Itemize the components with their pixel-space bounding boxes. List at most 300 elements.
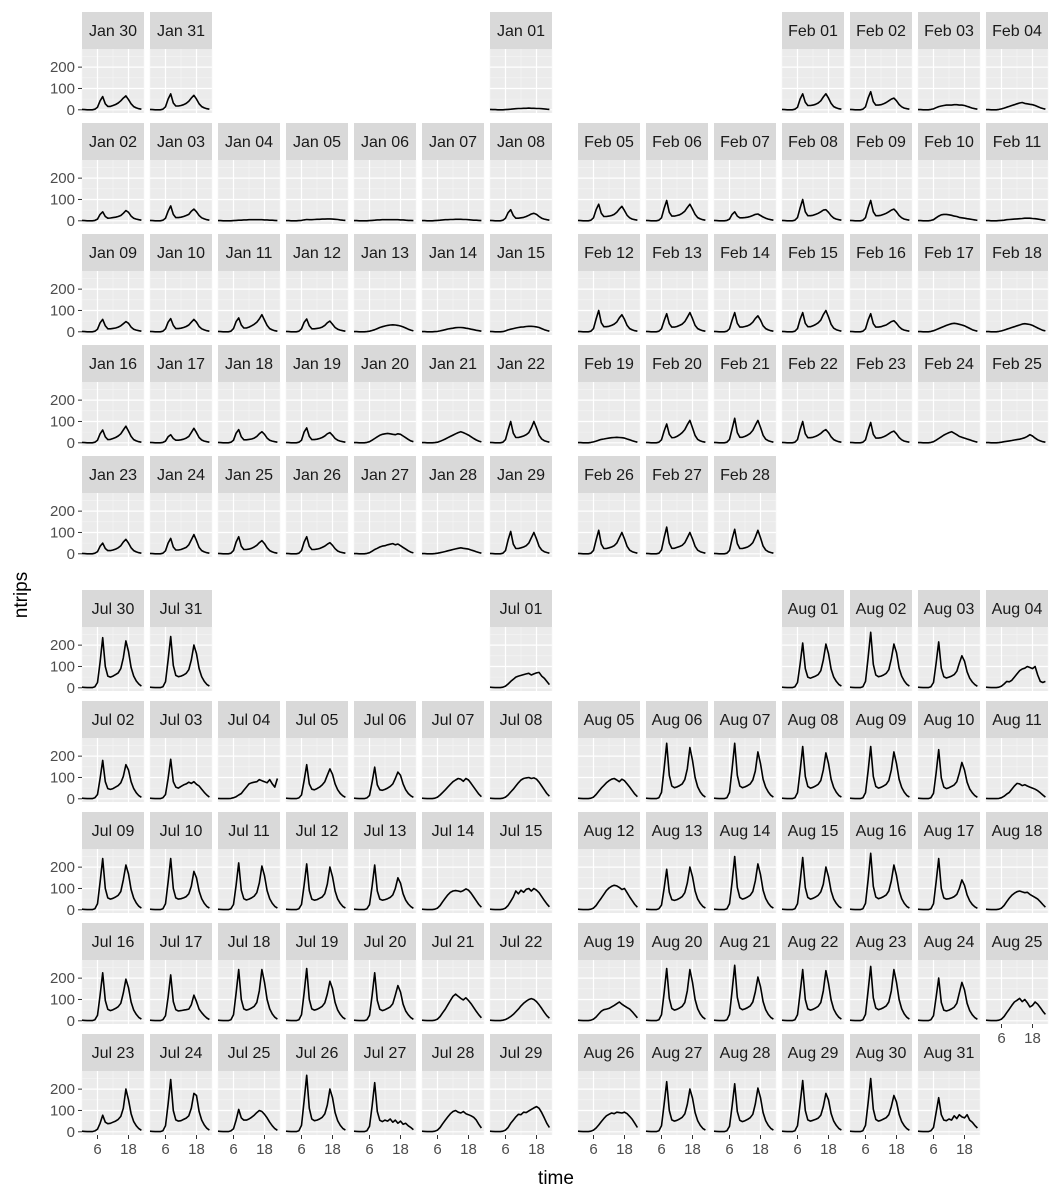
y-tick-label: 200 — [49, 59, 75, 77]
strip-label: Feb 20 — [652, 356, 702, 373]
strip-label: Jul 12 — [295, 823, 339, 840]
facet-panel-jul-08 — [490, 701, 552, 802]
strip-label: Jul 02 — [91, 712, 135, 729]
strip-label: Jan 27 — [360, 467, 410, 484]
strip-label: Jul 08 — [499, 712, 543, 729]
facet-panel-aug-22 — [782, 923, 844, 1024]
facet-panel-aug-16 — [850, 812, 912, 913]
x-tick-label: 6 — [229, 1141, 238, 1158]
x-tick-label: 18 — [616, 1141, 633, 1158]
y-tick-label: 100 — [49, 1102, 75, 1120]
facet-panel-jul-07 — [422, 701, 484, 802]
facet-panel-feb-21 — [714, 345, 776, 446]
strip-label: Jan 16 — [88, 356, 138, 373]
strip-label: Aug 08 — [787, 712, 839, 729]
strip-label: Jul 29 — [499, 1045, 543, 1062]
facet-panel-feb-08 — [782, 123, 844, 224]
facet-panel-feb-23 — [850, 345, 912, 446]
x-tick-label: 18 — [392, 1141, 409, 1158]
strip-label: Jan 30 — [88, 23, 138, 40]
facet-panel-aug-15 — [782, 812, 844, 913]
y-tick-label: 100 — [49, 80, 75, 98]
strip-label: Aug 20 — [651, 934, 703, 951]
facet-panel-jul-31 — [150, 590, 212, 691]
facet-panel-jan-19 — [286, 345, 348, 446]
facet-panel-jan-31 — [150, 12, 212, 113]
x-tick-label: 6 — [93, 1141, 102, 1158]
strip-label: Aug 01 — [787, 601, 839, 618]
strip-label: Feb 21 — [720, 356, 770, 373]
strip-label: Aug 13 — [651, 823, 703, 840]
facet-panel-aug-24 — [918, 923, 980, 1024]
facet-panel-aug-14 — [714, 812, 776, 913]
strip-label: Jan 09 — [88, 245, 138, 262]
strip-label: Feb 27 — [652, 467, 702, 484]
y-tick-label: 100 — [49, 302, 75, 320]
facet-panel-jan-22 — [490, 345, 552, 446]
strip-label: Jul 27 — [363, 1045, 407, 1062]
strip-label: Jan 08 — [496, 134, 546, 151]
strip-label: Aug 30 — [855, 1045, 907, 1062]
strip-label: Jan 31 — [156, 23, 206, 40]
facet-panel-aug-13 — [646, 812, 708, 913]
strip-label: Jul 15 — [499, 823, 543, 840]
facet-panel-jan-24 — [150, 456, 212, 557]
facet-panel-aug-09 — [850, 701, 912, 802]
strip-label: Feb 06 — [652, 134, 702, 151]
strip-label: Jan 18 — [224, 356, 274, 373]
strip-label: Jul 03 — [159, 712, 203, 729]
x-tick-label: 18 — [324, 1141, 341, 1158]
strip-label: Jan 26 — [292, 467, 342, 484]
facet-panel-jul-28 — [422, 1034, 484, 1135]
strip-label: Jan 20 — [360, 356, 410, 373]
facet-panel-feb-18 — [986, 234, 1048, 335]
strip-label: Aug 22 — [787, 934, 839, 951]
facet-panel-jan-16 — [82, 345, 144, 446]
strip-label: Feb 02 — [856, 23, 906, 40]
facet-panel-feb-12 — [578, 234, 640, 335]
strip-label: Jul 07 — [431, 712, 475, 729]
strip-label: Jul 23 — [91, 1045, 135, 1062]
strip-label: Jan 05 — [292, 134, 342, 151]
facet-panel-jan-07 — [422, 123, 484, 224]
strip-label: Jan 17 — [156, 356, 206, 373]
facet-panel-jul-29 — [490, 1034, 552, 1135]
y-tick-label: 0 — [66, 323, 75, 341]
facet-panel-jul-26 — [286, 1034, 348, 1135]
facet-panel-jan-13 — [354, 234, 416, 335]
strip-label: Aug 23 — [855, 934, 907, 951]
facet-panel-jan-06 — [354, 123, 416, 224]
strip-label: Jul 10 — [159, 823, 203, 840]
facet-panel-aug-04 — [986, 590, 1048, 691]
strip-label: Aug 17 — [923, 823, 975, 840]
facet-panel-jan-18 — [218, 345, 280, 446]
facet-panel-aug-12 — [578, 812, 640, 913]
facet-panel-jul-20 — [354, 923, 416, 1024]
facet-panel-feb-03 — [918, 12, 980, 113]
strip-label: Feb 03 — [924, 23, 974, 40]
y-tick-label: 0 — [66, 101, 75, 119]
strip-label: Jul 25 — [227, 1045, 271, 1062]
x-tick-label: 6 — [997, 1030, 1006, 1047]
facet-panel-jan-11 — [218, 234, 280, 335]
strip-label: Aug 28 — [719, 1045, 771, 1062]
strip-label: Jan 29 — [496, 467, 546, 484]
facet-panel-jan-08 — [490, 123, 552, 224]
facet-panel-jan-02 — [82, 123, 144, 224]
y-tick-label: 200 — [49, 503, 75, 521]
y-tick-label: 100 — [49, 880, 75, 898]
strip-label: Feb 10 — [924, 134, 974, 151]
strip-label: Jan 23 — [88, 467, 138, 484]
strip-label: Feb 11 — [992, 134, 1042, 151]
strip-label: Jul 06 — [363, 712, 407, 729]
facet-panel-jul-17 — [150, 923, 212, 1024]
strip-label: Feb 17 — [924, 245, 974, 262]
facet-panel-feb-13 — [646, 234, 708, 335]
strip-label: Aug 31 — [923, 1045, 975, 1062]
y-tick-label: 0 — [66, 679, 75, 697]
strip-label: Feb 15 — [788, 245, 838, 262]
x-tick-label: 18 — [684, 1141, 701, 1158]
facet-panel-jan-01 — [490, 12, 552, 113]
strip-label: Jul 14 — [431, 823, 475, 840]
strip-label: Aug 10 — [923, 712, 975, 729]
strip-label: Feb 13 — [652, 245, 702, 262]
facet-panel-feb-17 — [918, 234, 980, 335]
facet-panel-feb-20 — [646, 345, 708, 446]
strip-label: Jan 12 — [292, 245, 342, 262]
x-tick-label: 18 — [256, 1141, 273, 1158]
strip-label: Jan 14 — [428, 245, 478, 262]
strip-label: Jul 24 — [159, 1045, 203, 1062]
facet-panel-feb-22 — [782, 345, 844, 446]
facet-panel-feb-16 — [850, 234, 912, 335]
strip-label: Jul 22 — [499, 934, 543, 951]
facet-panel-jul-06 — [354, 701, 416, 802]
facet-panel-jul-12 — [286, 812, 348, 913]
facet-panel-jan-15 — [490, 234, 552, 335]
strip-label: Jan 02 — [88, 134, 138, 151]
strip-label: Feb 18 — [992, 245, 1042, 262]
facet-panel-feb-24 — [918, 345, 980, 446]
facet-panel-feb-06 — [646, 123, 708, 224]
strip-label: Aug 14 — [719, 823, 771, 840]
facet-panel-aug-17 — [918, 812, 980, 913]
strip-label: Jan 19 — [292, 356, 342, 373]
strip-label: Feb 26 — [584, 467, 634, 484]
x-tick-label: 18 — [120, 1141, 137, 1158]
facet-panel-jul-10 — [150, 812, 212, 913]
facet-panel-jul-25 — [218, 1034, 280, 1135]
facet-panel-feb-26 — [578, 456, 640, 557]
facet-panel-aug-20 — [646, 923, 708, 1024]
facet-panel-feb-27 — [646, 456, 708, 557]
facet-panel-jan-09 — [82, 234, 144, 335]
x-tick-label: 6 — [161, 1141, 170, 1158]
x-tick-label: 6 — [433, 1141, 442, 1158]
facet-panel-feb-28 — [714, 456, 776, 557]
y-tick-label: 100 — [49, 524, 75, 542]
x-tick-label: 6 — [501, 1141, 510, 1158]
x-tick-label: 18 — [188, 1141, 205, 1158]
strip-label: Jan 21 — [428, 356, 478, 373]
strip-label: Jan 24 — [156, 467, 206, 484]
strip-label: Feb 23 — [856, 356, 906, 373]
facet-panel-jan-21 — [422, 345, 484, 446]
x-tick-label: 6 — [365, 1141, 374, 1158]
facet-panel-feb-02 — [850, 12, 912, 113]
strip-label: Aug 16 — [855, 823, 907, 840]
facet-panel-aug-27 — [646, 1034, 708, 1135]
strip-label: Jul 04 — [227, 712, 271, 729]
strip-label: Jul 16 — [91, 934, 135, 951]
facet-panel-jan-12 — [286, 234, 348, 335]
strip-label: Jan 13 — [360, 245, 410, 262]
facet-panel-feb-11 — [986, 123, 1048, 224]
facet-panel-jan-20 — [354, 345, 416, 446]
facet-panel-jul-11 — [218, 812, 280, 913]
facet-panel-feb-07 — [714, 123, 776, 224]
facet-panel-jul-09 — [82, 812, 144, 913]
strip-label: Aug 26 — [583, 1045, 635, 1062]
strip-label: Aug 02 — [855, 601, 907, 618]
strip-label: Jan 01 — [496, 23, 546, 40]
strip-label: Feb 14 — [720, 245, 770, 262]
facet-panel-jan-23 — [82, 456, 144, 557]
strip-label: Aug 21 — [719, 934, 771, 951]
facet-panel-jul-30 — [82, 590, 144, 691]
y-tick-label: 100 — [49, 191, 75, 209]
strip-label: Jul 09 — [91, 823, 135, 840]
facet-panel-aug-02 — [850, 590, 912, 691]
strip-label: Jul 01 — [499, 601, 543, 618]
strip-label: Jul 21 — [431, 934, 475, 951]
facet-panel-jan-05 — [286, 123, 348, 224]
facet-panel-aug-31 — [918, 1034, 980, 1135]
x-tick-label: 18 — [956, 1141, 973, 1158]
strip-label: Feb 01 — [788, 23, 838, 40]
facet-panel-jul-27 — [354, 1034, 416, 1135]
x-tick-label: 18 — [888, 1141, 905, 1158]
x-tick-label: 6 — [929, 1141, 938, 1158]
facet-panel-aug-03 — [918, 590, 980, 691]
facet-panel-jul-02 — [82, 701, 144, 802]
y-tick-label: 200 — [49, 859, 75, 877]
facet-panel-jul-23 — [82, 1034, 144, 1135]
x-tick-label: 6 — [657, 1141, 666, 1158]
facet-panel-jan-25 — [218, 456, 280, 557]
facet-panel-aug-26 — [578, 1034, 640, 1135]
strip-label: Jul 26 — [295, 1045, 339, 1062]
facet-panel-jan-27 — [354, 456, 416, 557]
y-tick-label: 100 — [49, 991, 75, 1009]
strip-label: Jul 05 — [295, 712, 339, 729]
facet-panel-jul-18 — [218, 923, 280, 1024]
strip-label: Jan 22 — [496, 356, 546, 373]
facet-panel-jul-05 — [286, 701, 348, 802]
facet-panel-aug-10 — [918, 701, 980, 802]
y-tick-label: 200 — [49, 637, 75, 655]
strip-label: Feb 28 — [720, 467, 770, 484]
facet-panel-aug-29 — [782, 1034, 844, 1135]
facet-panel-feb-01 — [782, 12, 844, 113]
y-tick-label: 0 — [66, 545, 75, 563]
x-tick-label: 6 — [589, 1141, 598, 1158]
facet-panel-jul-01 — [490, 590, 552, 691]
strip-label: Feb 12 — [584, 245, 634, 262]
strip-label: Jul 11 — [228, 823, 270, 840]
facet-panel-jul-19 — [286, 923, 348, 1024]
strip-label: Feb 07 — [720, 134, 770, 151]
facet-panel-aug-11 — [986, 701, 1048, 802]
facet-panel-jan-03 — [150, 123, 212, 224]
facet-panel-jul-21 — [422, 923, 484, 1024]
strip-label: Jul 19 — [295, 934, 339, 951]
facet-panel-feb-15 — [782, 234, 844, 335]
x-tick-label: 18 — [820, 1141, 837, 1158]
y-tick-label: 200 — [49, 970, 75, 988]
x-axis-title: time — [538, 1168, 574, 1189]
strip-label: Jul 20 — [363, 934, 407, 951]
facet-panel-aug-25 — [986, 923, 1048, 1024]
strip-label: Jul 13 — [363, 823, 407, 840]
facet-panel-feb-09 — [850, 123, 912, 224]
facet-panel-jan-14 — [422, 234, 484, 335]
strip-label: Aug 12 — [583, 823, 635, 840]
x-tick-label: 18 — [752, 1141, 769, 1158]
facet-panel-jul-16 — [82, 923, 144, 1024]
strip-label: Jan 07 — [428, 134, 478, 151]
facet-panel-jul-14 — [422, 812, 484, 913]
strip-label: Aug 24 — [923, 934, 975, 951]
facet-panel-jul-04 — [218, 701, 280, 802]
strip-label: Jan 11 — [225, 245, 273, 262]
facet-panel-feb-04 — [986, 12, 1048, 113]
facet-panel-aug-18 — [986, 812, 1048, 913]
facet-panel-jul-03 — [150, 701, 212, 802]
x-tick-label: 18 — [1024, 1030, 1041, 1047]
facet-panel-aug-23 — [850, 923, 912, 1024]
facet-panel-jan-04 — [218, 123, 280, 224]
facet-panel-aug-05 — [578, 701, 640, 802]
strip-label: Aug 25 — [991, 934, 1043, 951]
strip-label: Jul 30 — [91, 601, 135, 618]
strip-label: Feb 25 — [992, 356, 1042, 373]
strip-label: Jan 15 — [496, 245, 546, 262]
strip-label: Jan 04 — [224, 134, 274, 151]
y-tick-label: 100 — [49, 658, 75, 676]
y-tick-label: 0 — [66, 790, 75, 808]
strip-label: Aug 06 — [651, 712, 703, 729]
strip-label: Aug 07 — [719, 712, 771, 729]
facet-panel-aug-28 — [714, 1034, 776, 1135]
facet-panel-jul-22 — [490, 923, 552, 1024]
facet-panel-jul-24 — [150, 1034, 212, 1135]
strip-label: Feb 16 — [856, 245, 906, 262]
x-tick-label: 18 — [460, 1141, 477, 1158]
y-tick-label: 0 — [66, 1012, 75, 1030]
y-tick-label: 100 — [49, 769, 75, 787]
facet-panel-jan-17 — [150, 345, 212, 446]
strip-label: Jan 06 — [360, 134, 410, 151]
x-tick-label: 6 — [793, 1141, 802, 1158]
facet-panel-feb-19 — [578, 345, 640, 446]
facet-panel-feb-14 — [714, 234, 776, 335]
facet-panel-jan-30 — [82, 12, 144, 113]
facet-panel-feb-10 — [918, 123, 980, 224]
facet-panel-feb-25 — [986, 345, 1048, 446]
strip-label: Jan 28 — [428, 467, 478, 484]
strip-label: Aug 19 — [583, 934, 635, 951]
strip-label: Aug 05 — [583, 712, 635, 729]
y-tick-label: 0 — [66, 1123, 75, 1141]
facet-panel-jan-29 — [490, 456, 552, 557]
facet-panel-jul-15 — [490, 812, 552, 913]
facet-panel-aug-07 — [714, 701, 776, 802]
strip-label: Aug 03 — [923, 601, 975, 618]
facet-panel-aug-30 — [850, 1034, 912, 1135]
strip-label: Feb 22 — [788, 356, 838, 373]
y-tick-label: 0 — [66, 212, 75, 230]
x-tick-label: 6 — [297, 1141, 306, 1158]
y-tick-label: 100 — [49, 413, 75, 431]
facet-panel-aug-01 — [782, 590, 844, 691]
strip-label: Aug 27 — [651, 1045, 703, 1062]
facet-panel-jan-26 — [286, 456, 348, 557]
x-tick-label: 18 — [528, 1141, 545, 1158]
strip-label: Jul 28 — [431, 1045, 475, 1062]
strip-label: Jul 31 — [159, 601, 203, 618]
strip-label: Feb 24 — [924, 356, 974, 373]
strip-label: Aug 11 — [992, 712, 1042, 729]
strip-label: Feb 05 — [584, 134, 634, 151]
y-tick-label: 200 — [49, 748, 75, 766]
strip-label: Aug 15 — [787, 823, 839, 840]
y-tick-label: 200 — [49, 392, 75, 410]
strip-label: Jan 10 — [156, 245, 206, 262]
y-tick-label: 0 — [66, 901, 75, 919]
x-tick-label: 6 — [725, 1141, 734, 1158]
strip-label: Aug 04 — [991, 601, 1043, 618]
panels-layer — [82, 12, 1048, 1135]
y-tick-label: 200 — [49, 170, 75, 188]
facet-panel-jul-13 — [354, 812, 416, 913]
strip-label: Aug 18 — [991, 823, 1043, 840]
strip-label: Feb 08 — [788, 134, 838, 151]
strip-label: Jan 03 — [156, 134, 206, 151]
facet-panel-aug-21 — [714, 923, 776, 1024]
facet-panel-aug-08 — [782, 701, 844, 802]
y-tick-label: 200 — [49, 1081, 75, 1099]
x-tick-label: 6 — [861, 1141, 870, 1158]
facet-panel-jan-10 — [150, 234, 212, 335]
strip-label: Jul 17 — [159, 934, 203, 951]
strip-label: Jan 25 — [224, 467, 274, 484]
facet-panel-aug-06 — [646, 701, 708, 802]
facet-panel-jan-28 — [422, 456, 484, 557]
facet-panel-aug-19 — [578, 923, 640, 1024]
facet-panel-feb-05 — [578, 123, 640, 224]
y-axis-title: ntrips — [11, 571, 32, 619]
y-tick-label: 200 — [49, 281, 75, 299]
y-tick-label: 0 — [66, 434, 75, 452]
strip-label: Feb 09 — [856, 134, 906, 151]
strip-label: Jul 18 — [227, 934, 271, 951]
strip-label: Aug 29 — [787, 1045, 839, 1062]
